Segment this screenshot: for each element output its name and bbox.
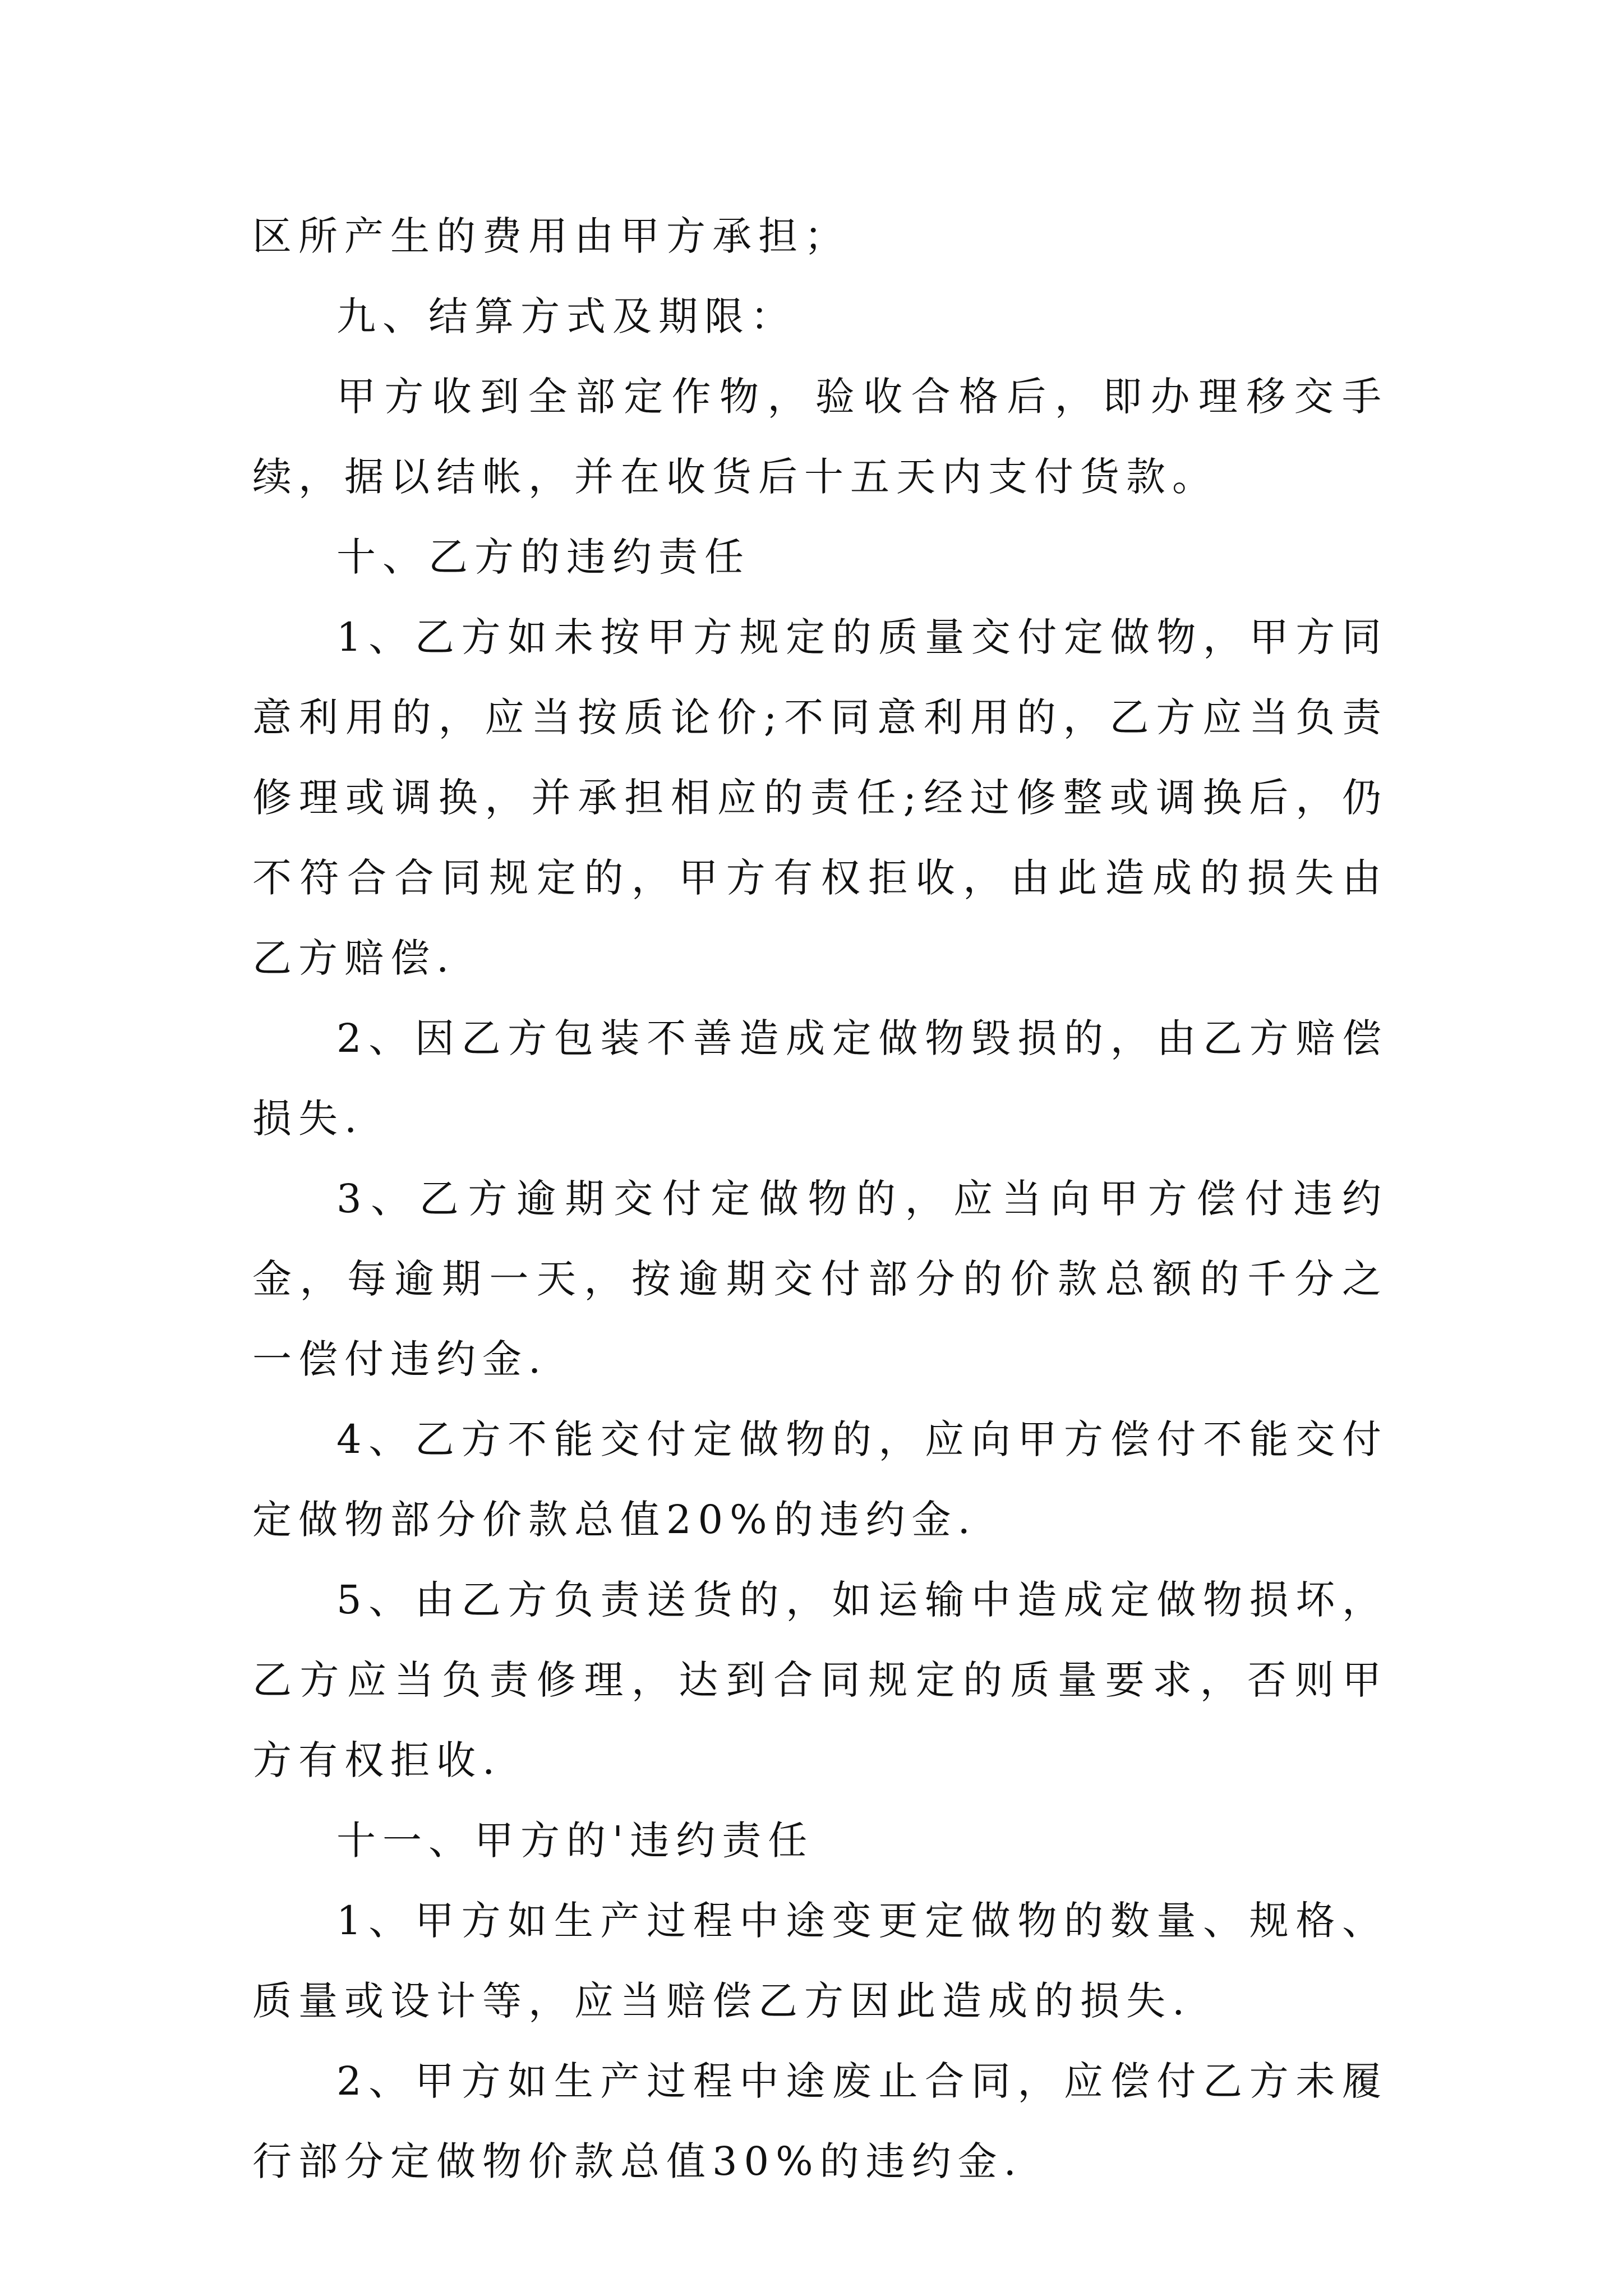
clause-b-4: 4、乙方不能交付定做物的，应向甲方偿付不能交付定做物部分价款总值20%的违约金. [252,1416,1388,1543]
document-body [252,196,1388,2202]
clause-b-3: 3、乙方逾期交付定做物的，应当向甲方偿付违约金，每逾期一天，按逾期交付部分的价款总额的千分之一偿付违约金. [252,1176,1388,1382]
clause-b-2: 2、因乙方包装不善造成定做物毁损的，由乙方赔偿损失. [252,1015,1388,1142]
clause-a-1: 1、甲方如生产过程中途变更定做物的数量、规格、质量或设计等，应当赔偿乙方因此造成的损失. [252,1898,1388,2024]
paragraph-settlement-terms: 甲方收到全部定作物，验收合格后，即办理移交手续，据以结帐，并在收货后十五天内支付货款。 [252,374,1388,500]
clause-b-1: 1、乙方如未按甲方规定的质量交付定做物，甲方同意利用的，应当按质论价;不同意利用的，乙方应当负责修理或调换，并承担相应的责任;经过修整或调换后，仍不符合合同规定的，甲方有权拒收，由此造成的损失由乙方赔偿. [252,614,1388,981]
section-heading-settlement: 九、结算方式及期限： [336,293,796,339]
clause-a-2: 2、甲方如生产过程中途废止合同，应偿付乙方未履行部分定做物价款总值30%的违约金. [252,2058,1388,2184]
section-heading-party-b-liability: 十、乙方的违约责任 [336,534,750,580]
clause-b-5: 5、由乙方负责送货的，如运输中造成定做物损坏，乙方应当负责修理，达到合同规定的质量要求，否则甲方有权拒收. [252,1577,1388,1783]
section-heading-party-a-liability: 十一、甲方的'违约责任 [336,1818,814,1864]
paragraph-fee-continuation: 区所产生的费用由甲方承担； [252,213,850,259]
